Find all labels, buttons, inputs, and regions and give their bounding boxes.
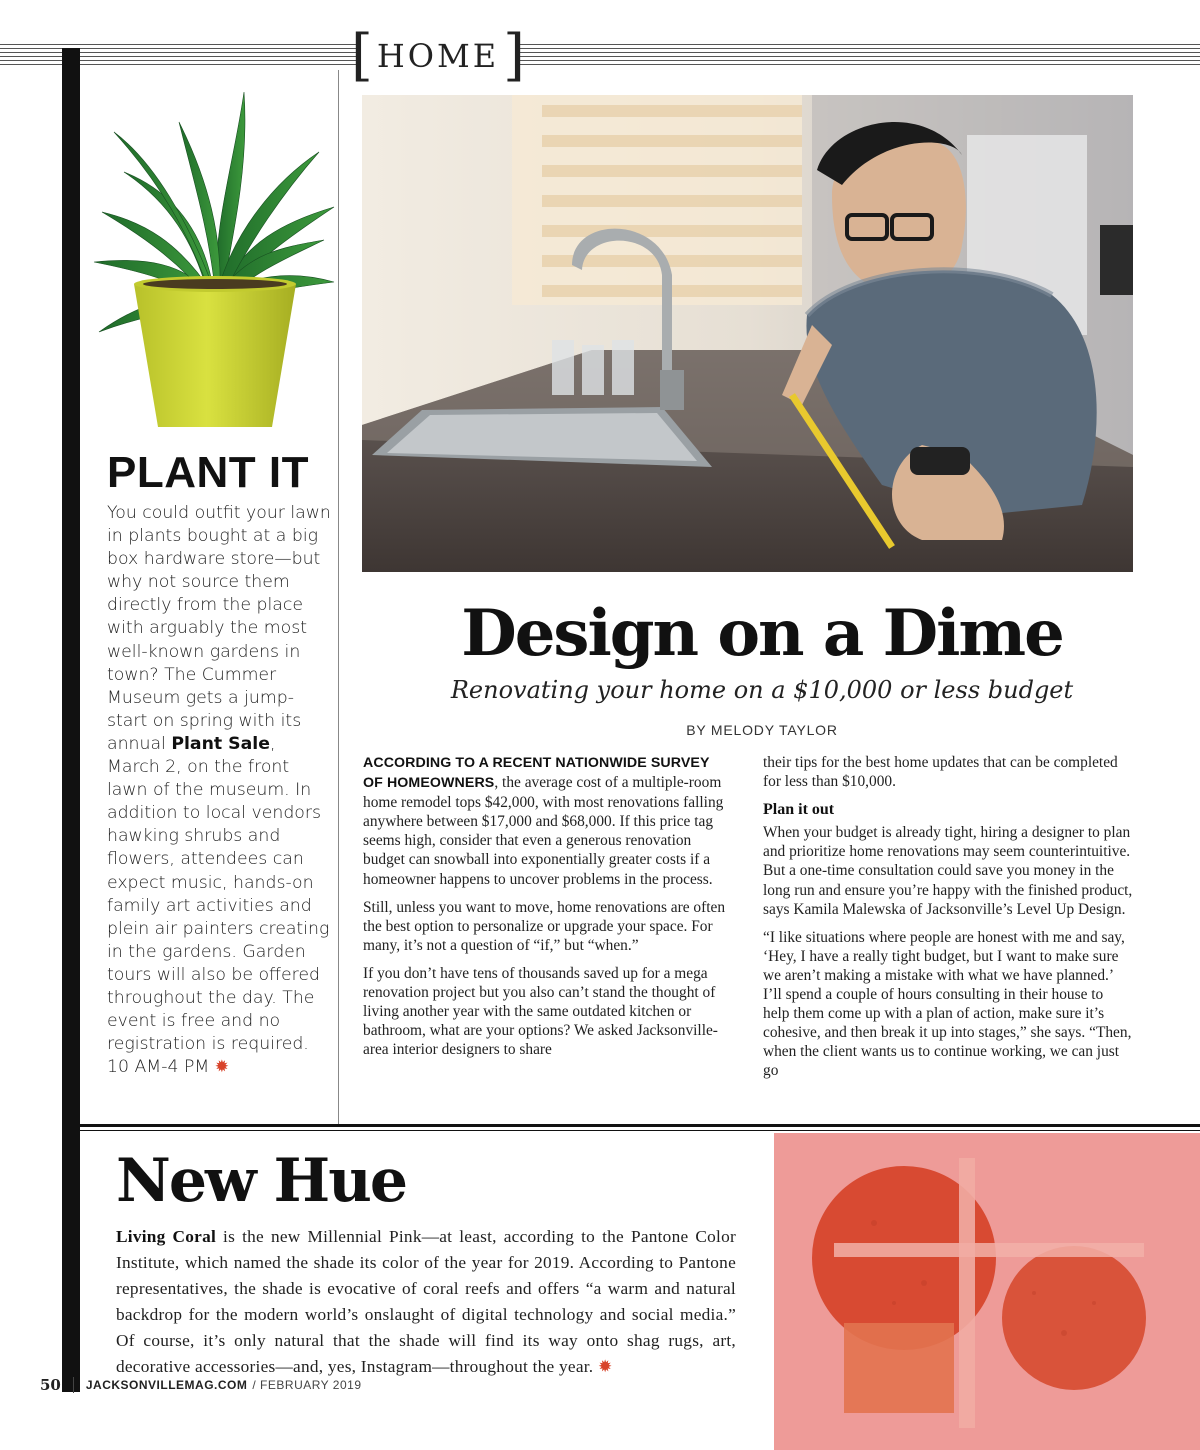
article-subhead: Renovating your home on a $10,000 or less budget [450,676,1074,704]
potted-plant-image [84,72,340,442]
article-paragraph: “I like situations where people are honest with me and say, ‘Hey, I have a really tight budget, but I want to make sure we aren’t making a mistake with what we have planned.’ I’ll spend a couple of hours consulting in their house to help them come up with a plan of action, make sure it’s cohesive, and then break it up into stages,” she says. “Then, when the client wants us to continue working, we can just go [763,928,1132,1080]
article-paragraph: their tips for the best home updates that can be completed for less than $10,000. [763,754,1118,791]
article-paragraph: When your budget is already tight, hiring a designer to plan and prioritize home renovations may seem counterintuitive. But a one-time consultation could save you money in the long run and ensure you’re happy with the finished product, says Kamila Malewska of Jacksonville’s Level Up Design. [763,824,1133,918]
article-subheading: Plan it out [763,801,835,819]
new-hue-text: is the new Millennial Pink—at least, according to the Pantone Color Institute, which named the shade its color of the year for 2019. According to Pantone representatives, the shade is evocative of coral reefs and offers “a warm and natural backdrop for the modern world’s onslaught of digital technology and social media.” Of course, it’s only natural that the shade will find its way onto shag rugs, art, decorative accessories—and, yes, Instagram—throughout the year. [116,1227,737,1376]
end-mark-icon: ✹ [214,1057,230,1078]
kitchen-photo [362,95,1133,572]
page-number: 50 [40,1376,61,1394]
new-hue-title: New Hue [116,1146,407,1216]
sidebar-body-text-2: , March 2, on the front lawn of the museum. In addition to local vendors hawking shrubs and flowers, attendees can expect music, hands-on family art activities and plein air painters creating in the gardens. Garden tours will also be offered throughout the day. The event is free and no registration is required. 10 AM-4 PM [107,733,330,1078]
plant-sale-label: Plant Sale [171,733,270,754]
sidebar-body-text: You could outfit your lawn in plants bought at a big box hardware store—but why not source them directly from the place with arguably the most well-known gardens in town? The Cummer Museum gets a jump-start on spring with its annual [107,503,331,754]
article-lead-in: ACCORDING TO A RECENT NATIONWIDE SURVEY OF HOMEOWNERS [363,755,710,792]
article-headline: Design on a Dime [461,596,1063,671]
article-byline: BY MELODY TAYLOR [686,722,838,738]
footer-divider [73,1377,74,1393]
header-rule [0,44,1200,68]
page-footer [40,1376,362,1394]
article-paragraph: If you don’t have tens of thousands saved up for a mega renovation project but you also can’t stand the thought of living another year with the same outdated kitchen or bathroom, what are your options? We asked Jacksonville-area interior designers to share [363,964,718,1059]
article-paragraph: Still, unless you want to move, home renovations are often the best option to personalize or upgrade your space. For many, it’s not a question of “if,” but “when.” [363,898,726,954]
section-label: [ HOME ] [351,23,525,88]
section-label-text: HOME [376,37,500,75]
new-hue-body [116,1224,736,1380]
section-divider [80,1124,1200,1127]
article-column-1 [363,753,733,1068]
footer-site-link[interactable]: JACKSONVILLEMAG.COM [85,1378,248,1392]
article-column-2 [763,753,1133,1090]
sidebar-title: PLANT IT [107,448,309,497]
sidebar-accent-bar [62,48,80,1392]
end-mark-icon: ✹ [597,1357,613,1376]
footer-issue-date: / FEBRUARY 2019 [252,1378,362,1392]
living-coral-art-image [774,1133,1200,1450]
article-text: , the average cost of a multiple-room home remodel tops $42,000, with most renovations falling anywhere between $17,000 and $68,000. If this price tag seems high, consider that even a generous renovation budget can snowball into exponentially greater costs if a homeowner happens to uncover problems in the process. [363,774,724,888]
section-divider-thin [80,1130,1200,1131]
sidebar-body [107,502,332,1079]
living-coral-label: Living Coral [116,1227,217,1246]
article-paragraph [363,753,733,889]
